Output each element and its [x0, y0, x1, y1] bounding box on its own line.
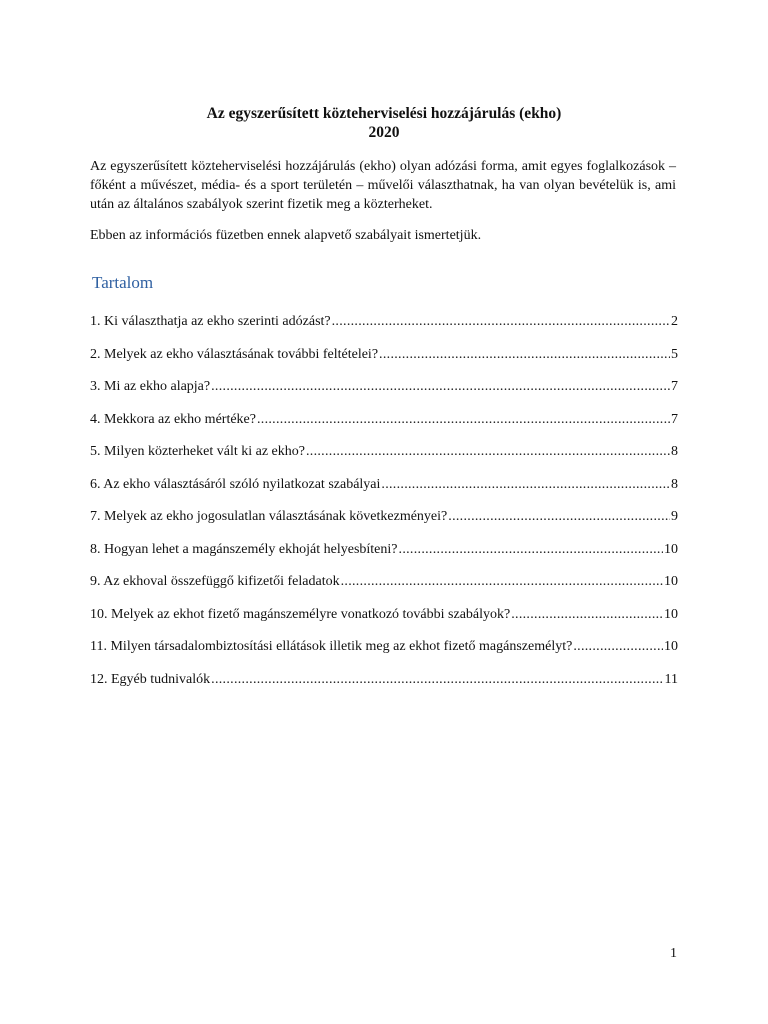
- toc-entry-page: 10: [664, 574, 678, 589]
- table-of-contents: [90, 312, 678, 702]
- toc-entry[interactable]: [90, 507, 678, 527]
- toc-entry-page: 8: [671, 476, 678, 492]
- toc-entry-title: 10. Melyek az ekhot fizető magánszemélyre vonatkozó további szabályok?: [90, 606, 511, 622]
- toc-entry[interactable]: [90, 345, 678, 365]
- toc-entry[interactable]: [90, 377, 678, 397]
- document-title-block: [90, 104, 678, 142]
- toc-entry-title: 4. Mekkora az ekho mértéke?: [90, 411, 256, 427]
- toc-dot-leader: [306, 442, 670, 462]
- toc-entry[interactable]: [90, 410, 678, 430]
- toc-entry[interactable]: [90, 442, 678, 462]
- toc-dot-leader: [211, 670, 663, 690]
- toc-dot-leader: [341, 572, 663, 592]
- toc-entry-page: 10: [664, 639, 678, 654]
- toc-entry-title: 7. Melyek az ekho jogosulatlan választásának következményei?: [90, 509, 448, 524]
- toc-entry-title: 5. Milyen közterheket vált ki az ekho?: [90, 444, 305, 459]
- page-number: 1: [670, 946, 677, 961]
- toc-dot-leader: [332, 312, 670, 332]
- toc-dot-leader: [573, 637, 663, 657]
- toc-entry[interactable]: [90, 475, 678, 495]
- toc-dot-leader: [399, 540, 663, 560]
- toc-entry-title: 2. Melyek az ekho választásának további feltételei?: [90, 346, 379, 362]
- intro-paragraph: Az egyszerűsített közteherviselési hozzájárulás (ekho) olyan adózási forma, amit egyes foglalkozások – főként a művészet, média- és a sport területén – művelői választhatnak, ha van olyan bevételük is, ami után az általános szabályok szerint fizetik meg a közterheket.: [90, 159, 676, 212]
- toc-entry-page: 11: [664, 671, 678, 687]
- toc-entry-title: 3. Mi az ekho alapja?: [90, 379, 211, 394]
- toc-entry-title: 9. Az ekhoval összefüggő kifizetői feladatok: [90, 574, 340, 589]
- toc-entry-title: 12. Egyéb tudnivalók: [90, 671, 211, 687]
- intro-note: Ebben az információs füzetben ennek alapvető szabályait ismertetjük.: [90, 228, 482, 243]
- toc-entry-page: 10: [664, 606, 678, 622]
- toc-entry[interactable]: [90, 540, 678, 560]
- document-title: Az egyszerűsített közteherviselési hozzájárulás (ekho): [206, 105, 562, 122]
- toc-dot-leader: [211, 377, 670, 397]
- toc-entry-page: 2: [671, 314, 678, 329]
- toc-entry[interactable]: [90, 637, 678, 657]
- toc-dot-leader: [511, 605, 663, 625]
- toc-entry[interactable]: [90, 312, 678, 332]
- document-year: 2020: [368, 124, 400, 141]
- toc-entry-title: 1. Ki választhatja az ekho szerinti adózást?: [90, 314, 331, 329]
- toc-entry-page: 8: [671, 444, 678, 459]
- toc-dot-leader: [257, 410, 670, 430]
- toc-entry-title: 11. Milyen társadalombiztosítási ellátások illetik meg az ekhot fizető magánszemélyt?: [90, 639, 573, 654]
- toc-dot-leader: [448, 507, 670, 527]
- toc-entry[interactable]: [90, 572, 678, 592]
- toc-entry-page: 9: [671, 509, 678, 524]
- toc-dot-leader: [381, 475, 670, 495]
- toc-heading: Tartalom: [92, 273, 154, 292]
- toc-entry-page: 7: [671, 411, 678, 427]
- toc-dot-leader: [379, 345, 670, 365]
- toc-entry[interactable]: [90, 605, 678, 625]
- toc-entry-title: 6. Az ekho választásáról szóló nyilatkozat szabályai: [90, 476, 381, 492]
- toc-entry-page: 10: [664, 541, 678, 557]
- toc-entry-page: 7: [671, 379, 678, 394]
- toc-entry-page: 5: [671, 346, 678, 362]
- toc-entry-title: 8. Hogyan lehet a magánszemély ekhoját helyesbíteni?: [90, 541, 398, 557]
- toc-entry[interactable]: [90, 670, 678, 690]
